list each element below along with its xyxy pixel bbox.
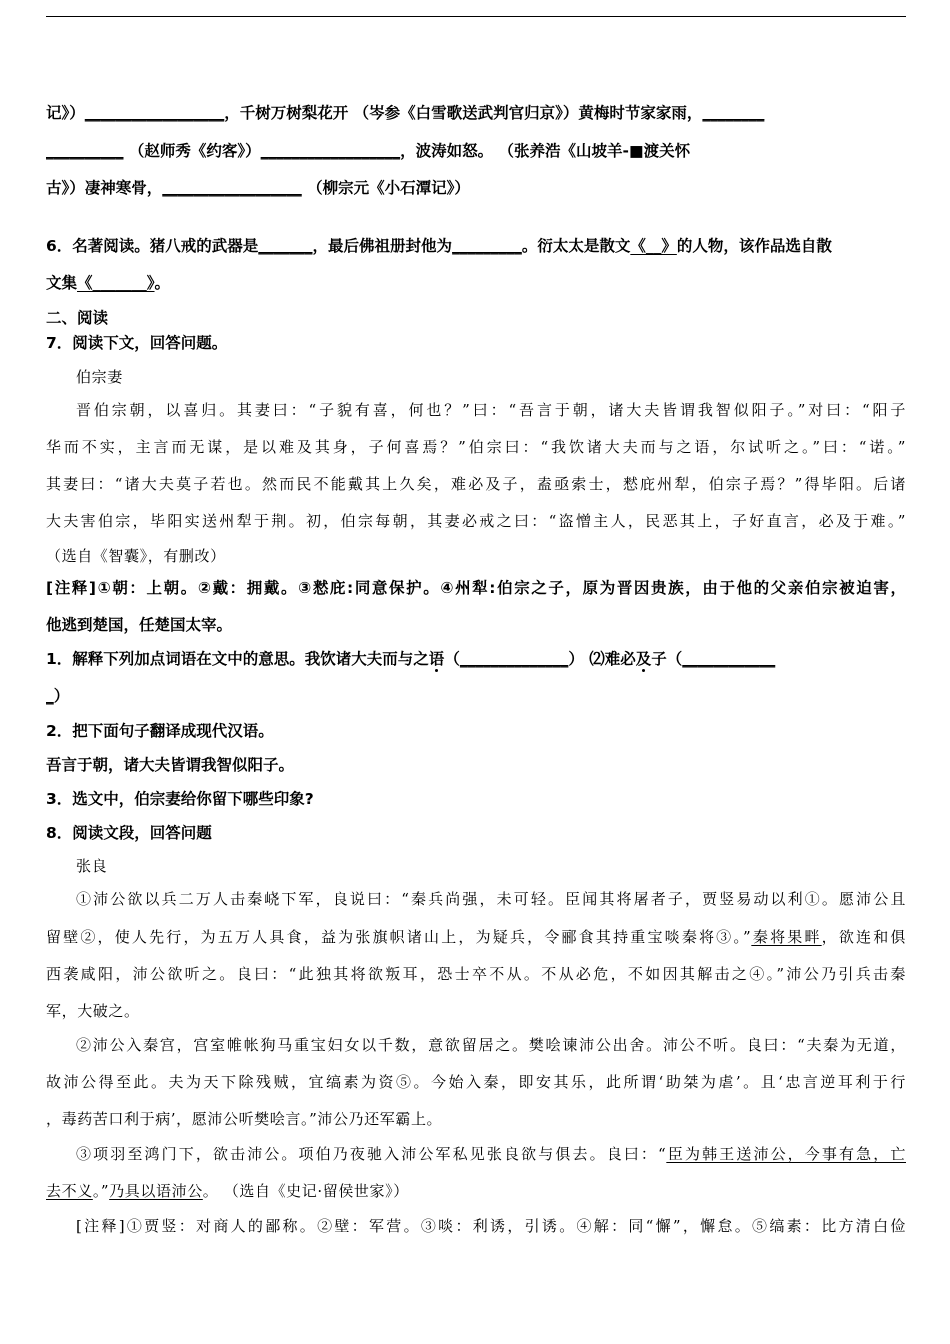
text-line [76,367,123,387]
answer-blank: _______ [258,237,313,255]
text-run: （赵师秀《约客》） [123,142,261,160]
text-run: ） [53,687,70,705]
text-run: 张良 [76,857,108,875]
text-run: 古》）凄神寒骨， [46,179,163,197]
text-line [76,1216,906,1236]
text-run: 7．阅读下文，回答问题。 [46,334,228,352]
answer-blank: __________________ [162,179,302,197]
text-run: 西袭咸阳，沛公欲听之。良曰：“此独其将欲叛耳，恐士卒不从。不从必危，不如因其解击之④。”沛公乃引兵击秦 [46,965,906,983]
underlined-text: 乃具以语沛公 [109,1182,203,1200]
text-run: ①沛公欲以兵二万人击秦峣下军，良说曰：“秦兵尚强，未可轻。臣闻其将屠者子，贾竖易动以利①。愿沛公且 [76,890,906,908]
text-line [46,721,274,741]
text-run: ，欲连和俱 [821,928,906,946]
text-line [46,755,294,775]
text-line [46,141,690,161]
text-line [46,333,227,353]
text-line [46,178,470,198]
text-run: ） ⑵难必 [568,650,636,668]
text-run: （ [444,650,460,668]
dotted-word: 语 [428,650,445,668]
underlined-text: 《__》 [630,237,677,255]
text-run: ，毒药苦口利于病’，愿沛公听樊哙言。”沛公乃还军霸上。 [46,1110,443,1128]
answer-blank: _ [46,687,54,705]
text-run: 大夫害伯宗，毕阳实送州犁于荆。初，伯宗每朝，其妻必戒之曰：“盗憎主人，民恶其上，子好直言，必及于难。” [46,512,906,530]
text-run: （柳宗元《小石潭记》） [301,179,470,197]
text-run: 1．解释下列加点词语在文中的意思。我饮诸大夫而与之 [46,650,429,668]
text-line [46,474,906,494]
text-line [76,400,906,420]
text-line [46,511,906,531]
answer-blank: _________ [452,237,522,255]
answer-blank: ______________ [459,650,569,668]
text-line [46,437,906,457]
underlined-text: 秦将果畔 [751,928,822,946]
text-run: ，千树万树梨花开 （岑参《白雪歌送武判官归京》）黄梅时节家家雨， [224,104,703,122]
text-line [76,856,107,876]
text-run: 二、阅读 [46,309,109,327]
text-line [46,927,906,947]
text-run: 的人物，该作品选自散 [676,237,832,255]
text-run: [注释]①朝：上朝。②戴：拥戴。③慭庇:同意保护。④州犁:伯宗之子，原为晋因贵族，由于他的父亲伯宗被迫害， [46,579,906,597]
text-run: 。 （选自《史记·留侯世家》） [202,1182,409,1200]
underlined-text: 臣为韩王送沛公，今事有急，亡 [666,1145,906,1163]
text-line [46,308,108,328]
answer-blank: ________ [702,104,765,122]
text-line [46,103,764,123]
text-run: 留壁②，使人先行，为五万人具食，益为张旗帜诸山上，为疑兵，令郦食其持重宝啖秦将③。” [46,928,752,946]
answer-blank: __________ [46,142,124,160]
text-line [46,236,832,256]
text-run: [注释]①贾竖：对商人的鄙称。②壁：军营。③啖：利诱，引诱。④解：同“懈”，懈怠。⑤缟素：比方清白俭 [76,1217,906,1235]
answer-blank: __________________ [84,104,225,122]
text-run: 华而不实，主言而无谋，是以难及其身，子何喜焉？”伯宗曰：“我饮诸大夫而与之语，尔试听之。”曰：“诺。” [46,438,906,456]
text-line [46,649,775,669]
text-run: 记》） [46,104,85,122]
text-run: ②沛公入秦宫，宫室帷帐狗马重宝妇女以千数，意欲留居之。樊哙谏沛公出舍。沛公不听。良曰：“夫秦为无道， [76,1036,906,1054]
text-run: 3．选文中，伯宗妻给你留下哪些印象? [46,790,314,808]
text-run: 6．名著阅读。猪八戒的武器是 [46,237,259,255]
underlined-text: 去不义 [46,1182,93,1200]
text-run: 他逃到楚国，任楚国太宰。 [46,616,233,634]
answer-blank: ____________ [682,650,776,668]
text-line [46,686,69,706]
text-run: 。衍太太是散文 [521,237,631,255]
text-line [46,789,314,809]
text-line [46,1109,442,1129]
text-run: 2．把下面句子翻译成现代汉语。 [46,722,274,740]
text-line [46,823,212,843]
underlined-text: 《_______》 [77,274,155,292]
text-run: 。” [92,1182,110,1200]
text-line [46,1181,409,1201]
text-run: ，最后佛祖册封他为 [312,237,453,255]
text-run: 吾言于朝，诸大夫皆谓我智似阳子。 [46,756,295,774]
header-rule [46,16,906,17]
text-line [46,1072,906,1092]
text-line [76,889,906,909]
text-line [46,615,232,635]
text-run: ③项羽至鸿门下，欲击沛公。项伯乃夜驰入沛公军私见张良欲与俱去。良曰：“ [76,1145,667,1163]
text-line [46,964,906,984]
text-run: 8．阅读文段，回答问题 [46,824,212,842]
text-run: ，波涛如怒。 （张养浩《山坡羊-■渡关怀 [400,142,691,160]
text-line [46,1001,140,1021]
text-line [76,1035,906,1055]
text-line [76,1144,906,1164]
text-run: 军，大破之。 [46,1002,140,1020]
text-line [46,546,226,566]
text-run: （选自《智囊》，有删改） [46,547,226,565]
text-run: 故沛公得至此。夫为天下除残贼，宜缟素为资⑤。今始入秦，即安其乐，此所谓‘助桀为虐’。且‘忠言逆耳利于行 [46,1073,906,1091]
text-run: 伯宗妻 [76,368,123,386]
text-line [46,578,906,598]
text-run: 。 [154,274,171,292]
dotted-word: 及 [635,650,652,668]
text-line [46,273,170,293]
answer-blank: __________________ [260,142,401,160]
text-run: 子（ [651,650,683,668]
text-run: 晋伯宗朝，以喜归。其妻曰：“子貌有喜，何也？”曰：“吾言于朝，诸大夫皆谓我智似阳子。”对曰：“阳子 [76,401,906,419]
text-run: 文集 [46,274,78,292]
text-run: 其妻曰：“诸大夫莫子若也。然而民不能戴其上久矣，难必及子，盍亟索士，慭庇州犁，伯宗子焉？”得毕阳。后诸 [46,475,906,493]
